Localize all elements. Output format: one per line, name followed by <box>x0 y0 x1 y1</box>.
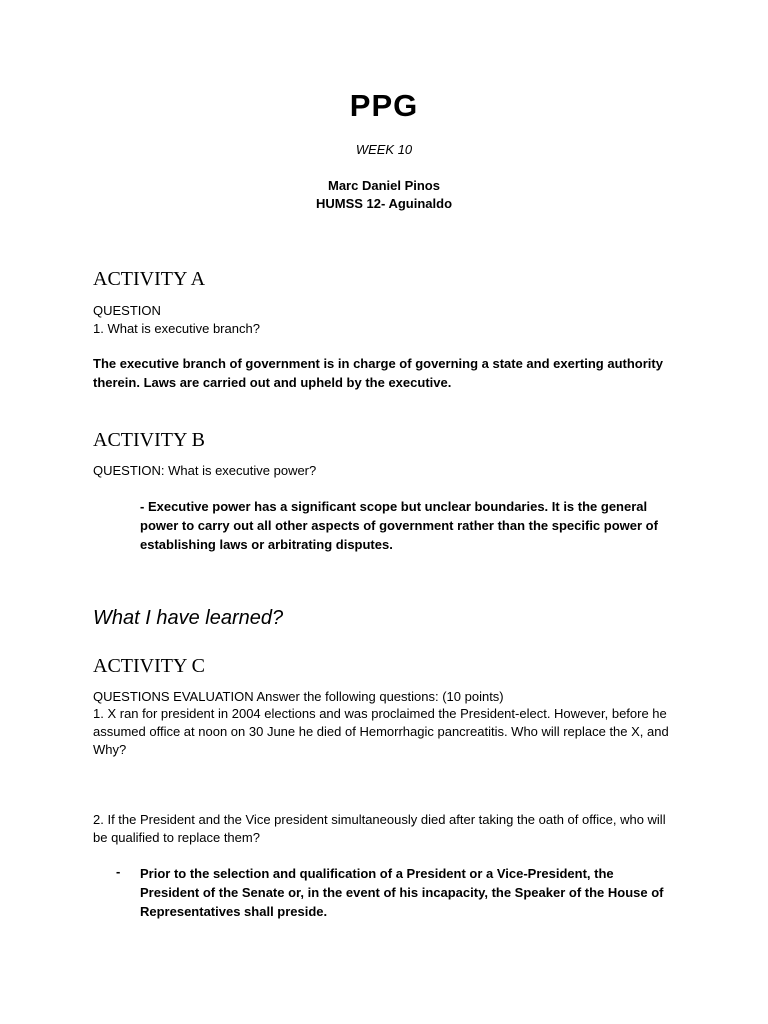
activity-a-answer: The executive branch of government is in charge of governing a state and exerting authority therein. Laws are carried out and upheld by the executive. <box>93 356 663 390</box>
activity-c-instructions: QUESTIONS EVALUATION Answer the following questions: (10 points) <box>93 689 504 704</box>
class-section: HUMSS 12- Aguinaldo <box>315 196 453 211</box>
activity-b-answer: - Executive power has a significant scope but unclear boundaries. It is the general power to carry out all other aspects of government rather than the specific power of establishing laws or arbitrating disputes. <box>140 499 658 552</box>
activity-a-question: 1. What is executive branch? <box>93 321 260 336</box>
author-block <box>0 177 768 213</box>
activity-b-question: QUESTION: What is executive power? <box>93 463 317 478</box>
activity-c-answer-2: Prior to the selection and qualification of a President or a Vice-President, the President of the Senate or, in the event of his incapacity, the Speaker of the House of Representatives shall preside. <box>140 866 664 919</box>
activity-b-heading: ACTIVITY B <box>93 429 206 451</box>
activity-a-label: QUESTION <box>93 303 161 318</box>
author-name: Marc Daniel Pinos <box>328 178 440 193</box>
activity-c-question-2: 2. If the President and the Vice president simultaneously died after taking the oath of office, who will be qualified to replace them? <box>93 812 666 845</box>
bullet-marker: - <box>116 864 121 879</box>
activity-a-heading: ACTIVITY A <box>93 268 206 290</box>
learned-heading: What I have learned? <box>93 607 284 629</box>
activity-c-heading: ACTIVITY C <box>93 655 206 677</box>
document-title: PPG <box>349 88 419 123</box>
activity-c-question-1: 1. X ran for president in 2004 elections and was proclaimed the President-elect. However, before he assumed office at noon on 30 June he died of Hemorrhagic pancreatitis. Who will replace the X, and Why? <box>93 706 669 757</box>
week-label: WEEK 10 <box>355 142 413 157</box>
